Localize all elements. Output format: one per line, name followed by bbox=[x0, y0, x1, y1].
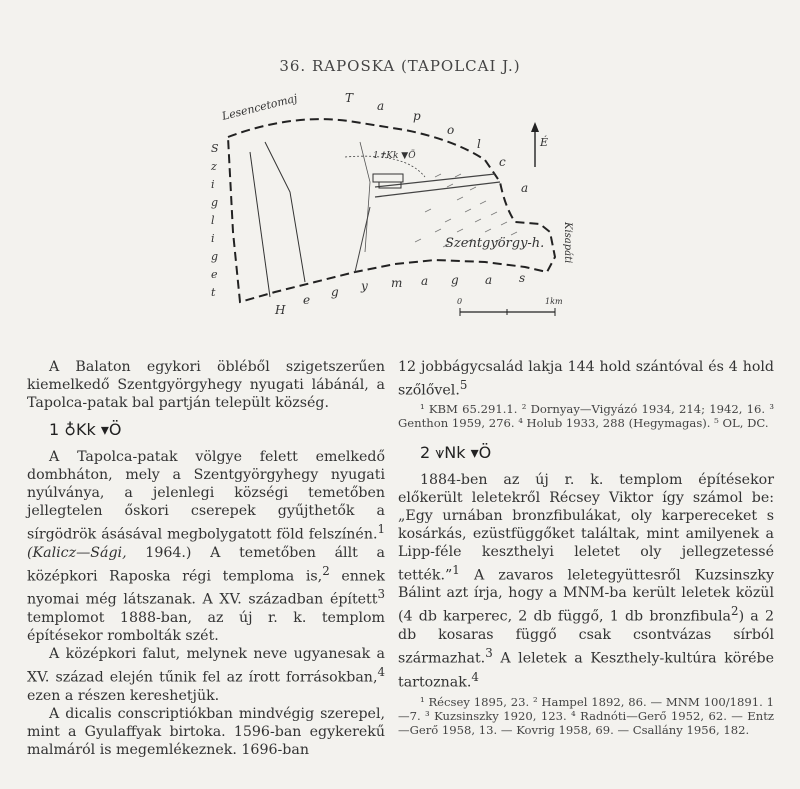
label-szigliget bbox=[210, 142, 219, 299]
svg-text:T: T bbox=[345, 91, 354, 105]
right-paragraph-2: 1884-ben az új r. k. templom építésekor előkerült leletekről Récsey Viktor így számol be: „Egy urnában bronzfibulákat, oly karpereceket s kosárkás, ezüstfüggőket találtak, mint amilyenek a Lipp-féle keszthelyi leletet oly jellegzetessé tették.”$^1$ A zavaros leletegyüttesről Kuzsinszky Bálint azt írja, hogy a MNM-ba került leletek közül (4 db karperec, 2 db függő, 1 db bronzfibula$^2$) a 2 db kosaras függő csak csontvázas sírból származhat.$^3$ A leletek a Keszthely-kultúra körébe tartoznak.$^4$ bbox=[398, 471, 775, 691]
north-arrow-head bbox=[531, 122, 539, 132]
svg-text:g: g bbox=[331, 285, 339, 299]
road-3 bbox=[355, 207, 370, 272]
label-szentgyorgyhegy: Szentgyörgy-h. bbox=[445, 236, 545, 251]
svg-text:t: t bbox=[211, 286, 216, 299]
paragraph-4: A dicalis conscriptiókban mindvégig szerepel, mint a Gyulaffyak birtoka. 1596-ban egykerekű malmáról is megemlékeznek. 1696-ban bbox=[27, 705, 385, 758]
svg-text:l: l bbox=[477, 137, 481, 151]
site-map bbox=[195, 82, 595, 322]
label-tapolca bbox=[345, 91, 528, 195]
label-lesencetomaj: Lesencetomaj bbox=[220, 91, 299, 123]
svg-text:i: i bbox=[211, 232, 215, 245]
north-label: É bbox=[540, 136, 549, 149]
svg-text:a: a bbox=[421, 274, 429, 288]
village-block bbox=[373, 174, 403, 182]
svg-text:a: a bbox=[377, 99, 385, 113]
road bbox=[250, 152, 270, 297]
section-heading-2: 2 ⩛Nk ▾Ö bbox=[420, 442, 492, 462]
svg-text:l: l bbox=[211, 214, 215, 227]
svg-text:H: H bbox=[275, 303, 286, 317]
paragraph-3: A középkori falut, melynek neve ugyanesak a XV. század elején tűnik fel az írott forrásokban,$^4$ ezen a részen kereshetjük. bbox=[27, 646, 385, 704]
paragraph-2: A Tapolca-patak völgye felett emelkedő dombháton, mely a Szentgyörgyhegy nyugati nyúlványa, a jelenlegi községi temetőben jellegtelen őskori cserepek gyűjthetők a sírgödrök ásásával megbolygatott föld felszínén.$^1$ (Kalicz—Sági, 1964.) A temetőben állt a középkori Raposka régi temploma is,$^2$ ennek nyomai még látszanak. A XV. században épített$^3$ templomot 1888-ban, az új r. k. templom építésekor rombolták szét. bbox=[27, 449, 386, 645]
svg-text:s: s bbox=[519, 271, 526, 285]
scale-km: 1km bbox=[545, 297, 563, 306]
svg-text:a: a bbox=[521, 181, 529, 195]
left-column bbox=[27, 358, 385, 759]
svg-text:p: p bbox=[413, 109, 421, 123]
svg-text:z: z bbox=[211, 160, 217, 173]
svg-text:e: e bbox=[303, 293, 311, 307]
stream-2 bbox=[360, 142, 370, 252]
label-kisapati: Kisapáti bbox=[562, 222, 573, 264]
municipal-boundary bbox=[228, 119, 555, 302]
svg-text:c: c bbox=[499, 155, 506, 169]
svg-text:g: g bbox=[211, 196, 219, 209]
main-road-2 bbox=[375, 182, 500, 197]
svg-text:S: S bbox=[211, 142, 219, 155]
svg-text:e: e bbox=[211, 268, 218, 281]
footnotes-2: ¹ Récsey 1895, 23. ² Hampel 1892, 86. — MNM 100/1891. 1—7. ³ Kuzsinszky 1920, 123. ⁴ Radnóti—Gerő 1952, 62. — Entz—Gerő 1958, 13. — Kovrig 1958, 69. — Csallány 1956, 182. bbox=[398, 694, 774, 737]
scale-zero: 0 bbox=[457, 297, 463, 306]
svg-text:m: m bbox=[391, 276, 403, 290]
right-column bbox=[398, 358, 774, 737]
svg-text:g: g bbox=[211, 250, 219, 263]
stream bbox=[265, 142, 305, 282]
label-site: 1✝Kk ▼Ö bbox=[373, 151, 416, 161]
right-paragraph-1: 12 jobbágycsalád lakja 144 hold szántóval és 4 hold szőlővel.$^5$ bbox=[398, 359, 774, 399]
svg-text:i: i bbox=[211, 178, 215, 191]
svg-text:a: a bbox=[485, 273, 493, 287]
label-hegymagas bbox=[274, 271, 525, 317]
section-heading-1: 1 ♁Kk ▾Ö bbox=[49, 420, 122, 439]
svg-text:y: y bbox=[361, 279, 368, 293]
svg-text:o: o bbox=[447, 123, 455, 137]
footnotes-1: ¹ KBM 65.291.1. ² Dornyay—Vigyázó 1934, 214; 1942, 16. ³ Genthon 1959, 276. ⁴ Holub 1933, 288 (Hegymagas). ⁵ OL, DC. bbox=[398, 401, 774, 430]
intro-paragraph: A Balaton egykori öbléből szigetszerűen kiemelkedő Szentgyörgyhegy nyugati lábánál, a Tapolca-patak bal partján települt község. bbox=[27, 359, 385, 411]
page-header: 36. RAPOSKA (TAPOLCAI J.) bbox=[279, 57, 521, 75]
svg-text:g: g bbox=[451, 273, 459, 287]
